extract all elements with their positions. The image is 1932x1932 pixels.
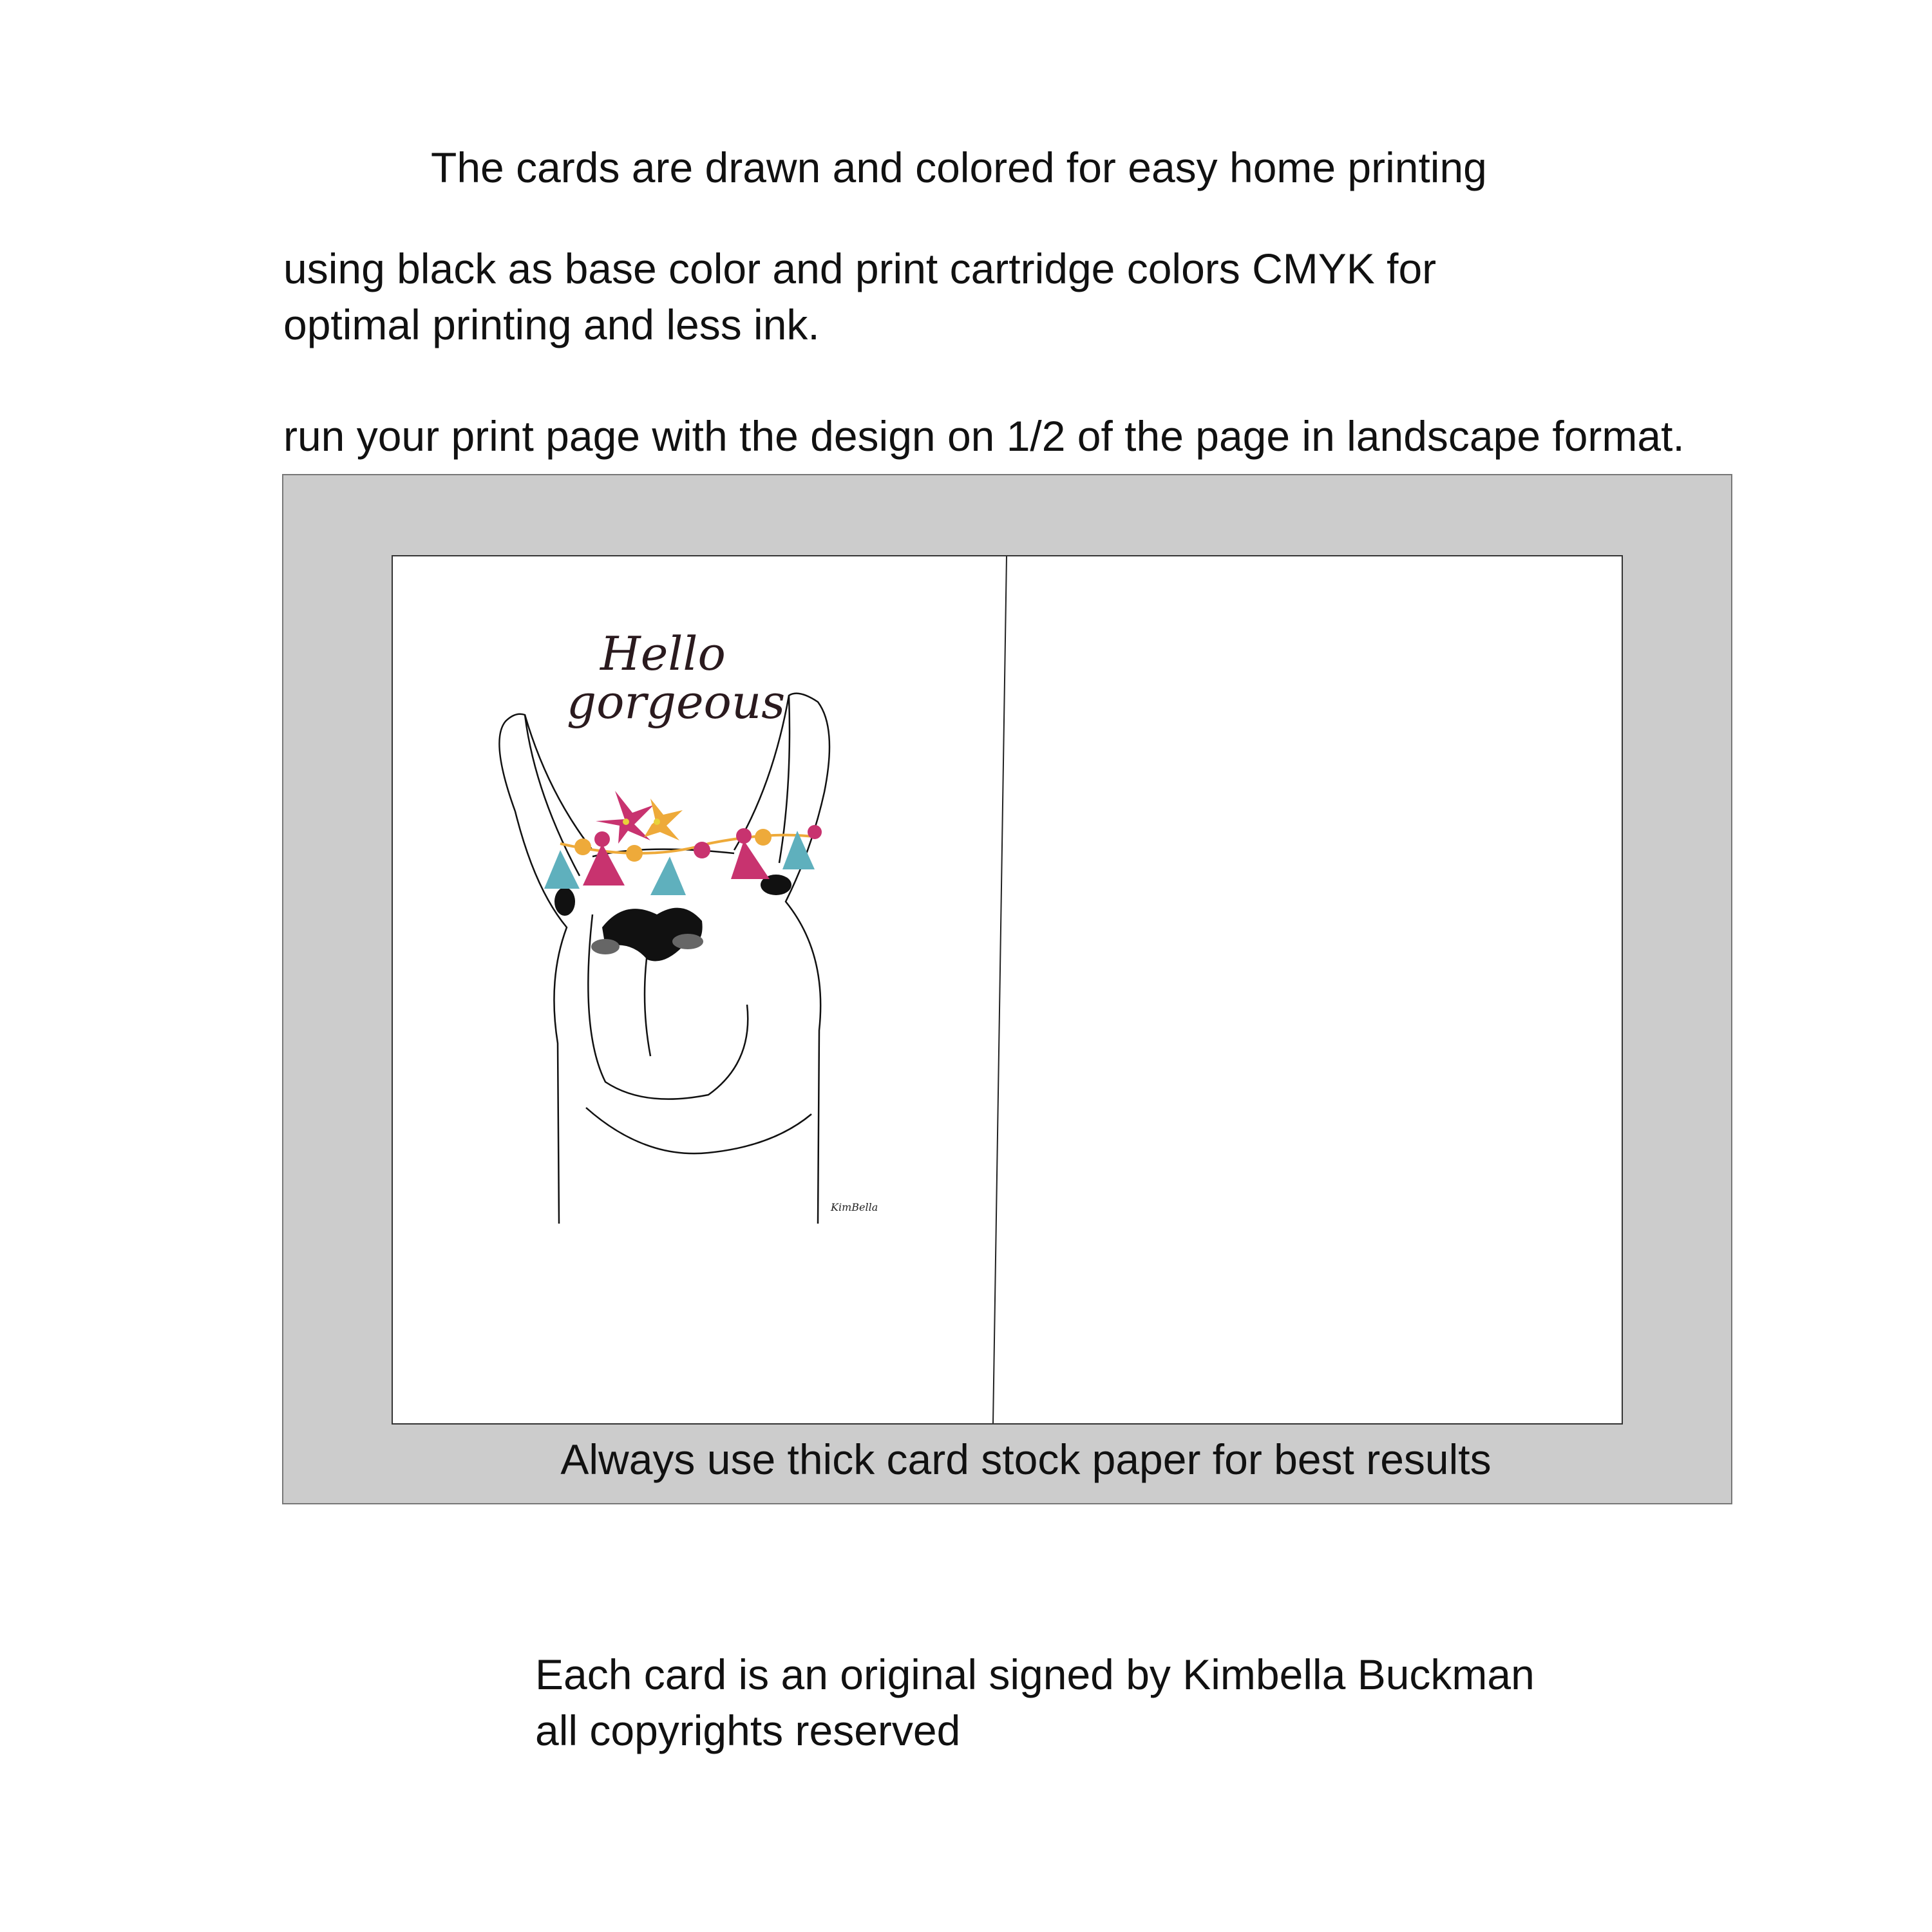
instruction-line-4: run your print page with the design on 1/2 of the page in landscape format.	[283, 412, 1685, 460]
footer-line-2: all copyrights reserved	[535, 1707, 961, 1754]
instruction-line-2: using black as base color and print cartridge colors CMYK for	[283, 245, 1437, 292]
card-stock-caption: Always use thick card stock paper for best results	[560, 1435, 1492, 1483]
instruction-line-3: optimal printing and less ink.	[283, 301, 820, 348]
card-preview	[392, 555, 1623, 1425]
footer-line-1: Each card is an original signed by Kimbella Buckman	[535, 1651, 1535, 1698]
card-greeting-hello: Hello	[600, 627, 726, 681]
card-greeting-gorgeous: gorgeous	[567, 675, 786, 729]
instruction-line-1: The cards are drawn and colored for easy home printing	[431, 144, 1487, 191]
artist-signature: KimBella	[831, 1201, 878, 1213]
